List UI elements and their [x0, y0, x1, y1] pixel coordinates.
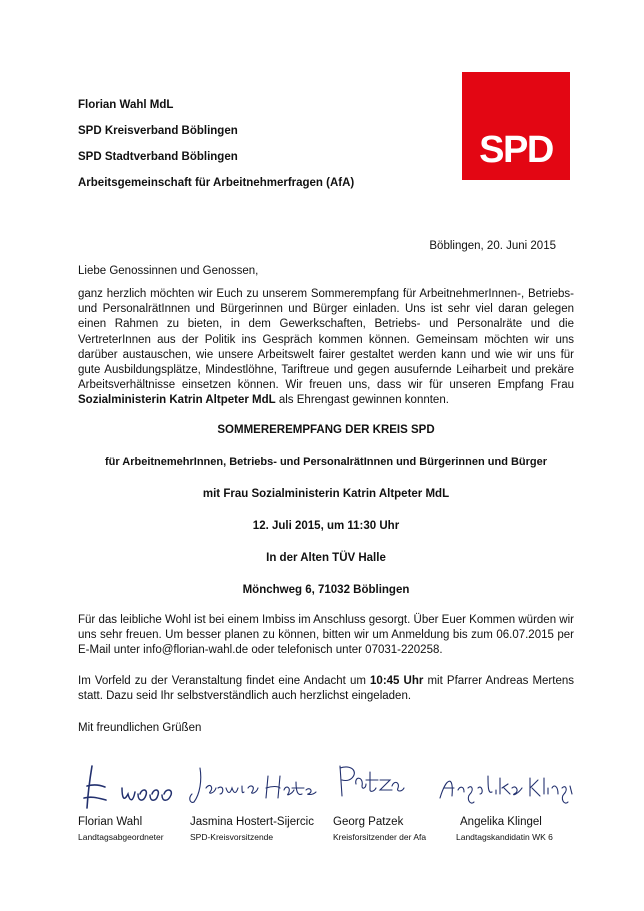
- event-title: SOMMEREREMPFANG DER KREIS SPD: [217, 424, 435, 436]
- vorfeld-text-end: mit Pfarrer Andreas Mertens statt. Dazu seid Ihr selbstverständlich auch herzlichst eingeladen.: [78, 675, 574, 703]
- signature-florian-wahl: [78, 758, 178, 816]
- event-address: Mönchweg 6, 71032 Böblingen: [242, 584, 410, 596]
- event-details: [78, 423, 574, 615]
- spd-logo-text: SPD: [479, 129, 553, 171]
- signature-jasmina-hostert: [188, 758, 318, 816]
- intro-text-end: als Ehrengast gewinnen konnten.: [275, 394, 449, 407]
- event-audience: für ArbeitnemehrInnen, Betriebs- und PersonalrätInnen und Bürgerinnen und Bürger: [104, 456, 548, 468]
- vorfeld-time-bold: 10:45 Uhr: [370, 675, 424, 687]
- signatory-name: Georg Patzek: [333, 816, 404, 828]
- event-guest: mit Frau Sozialministerin Katrin Altpeter MdL: [202, 488, 450, 500]
- event-datetime: 12. Juli 2015, um 11:30 Uhr: [252, 520, 400, 532]
- vorfeld-paragraph: [78, 674, 574, 704]
- vorfeld-text: Im Vorfeld zu der Veranstaltung findet eine Andacht um: [78, 675, 371, 687]
- signature-angelika-klingel: [436, 758, 576, 816]
- closing-greeting: Mit freundlichen Grüßen: [78, 722, 202, 734]
- signatory-role: SPD-Kreisvorsitzende: [190, 832, 274, 842]
- sender-name: Florian Wahl MdL: [78, 99, 174, 111]
- event-venue: In der Alten TÜV Halle: [266, 552, 386, 564]
- intro-guest-bold: Sozialministerin Katrin Altpeter MdL: [78, 394, 276, 407]
- intro-text: ganz herzlich möchten wir Euch zu unserem Sommerempfang für ArbeitnehmerInnen-, Betriebs- und PersonalrätInnen und Bürgerinnen und Bürger einladen. Uns ist sehr viel daran gelegen einen Rahmen zu bieten, in dem Gewerkschaften, Betriebs- und Personalräte und die VertreterInnen aus der Politik ins Gespräch kommen können. Gemeinsam möchten wir uns darüber austauschen, wie unsere Arbeitswelt fairer gestaltet werden kann und wie wir uns für gute Ausbildungsplätze, Mindestlöhne, Tariftreue und gegen ausufernde Leiharbeit und prekäre Arbeitsverhältnisse einsetzen können. Wir freuen uns, dass wir für unseren Empfang Frau: [78, 288, 574, 392]
- sender-afa: Arbeitsgemeinschaft für Arbeitnehmerfragen (AfA): [78, 177, 355, 189]
- spd-logo: [462, 72, 570, 180]
- signatory-role: Kreisforsitzender der Afa: [333, 832, 427, 842]
- signatory-name: Florian Wahl: [78, 816, 143, 828]
- intro-paragraph: [78, 287, 574, 409]
- sender-stadtverband: SPD Stadtverband Böblingen: [78, 151, 238, 163]
- signatory-role: Landtagskandidatin WK 6: [456, 832, 553, 842]
- sender-block: [78, 98, 438, 202]
- salutation: Liebe Genossinnen und Genossen,: [78, 265, 259, 277]
- signatory-name: Angelika Klingel: [460, 816, 542, 828]
- food-paragraph: Für das leibliche Wohl ist bei einem Imbiss im Anschluss gesorgt. Über Euer Kommen würden wir uns sehr freuen. Um besser planen zu können, bitten wir um Anmeldung bis zum 06.07.2015 per E-Mail unter info@florian-wahl.de oder telefonisch unter 07031-220258.: [78, 614, 574, 657]
- signature-georg-patzek: [332, 758, 408, 816]
- signatory-role: Landtagsabgeordneter: [78, 832, 164, 842]
- signatory-name: Jasmina Hostert-Sijercic: [190, 816, 314, 828]
- letter-date: Böblingen, 20. Juni 2015: [429, 240, 556, 252]
- sender-kreisverband: SPD Kreisverband Böblingen: [78, 125, 238, 137]
